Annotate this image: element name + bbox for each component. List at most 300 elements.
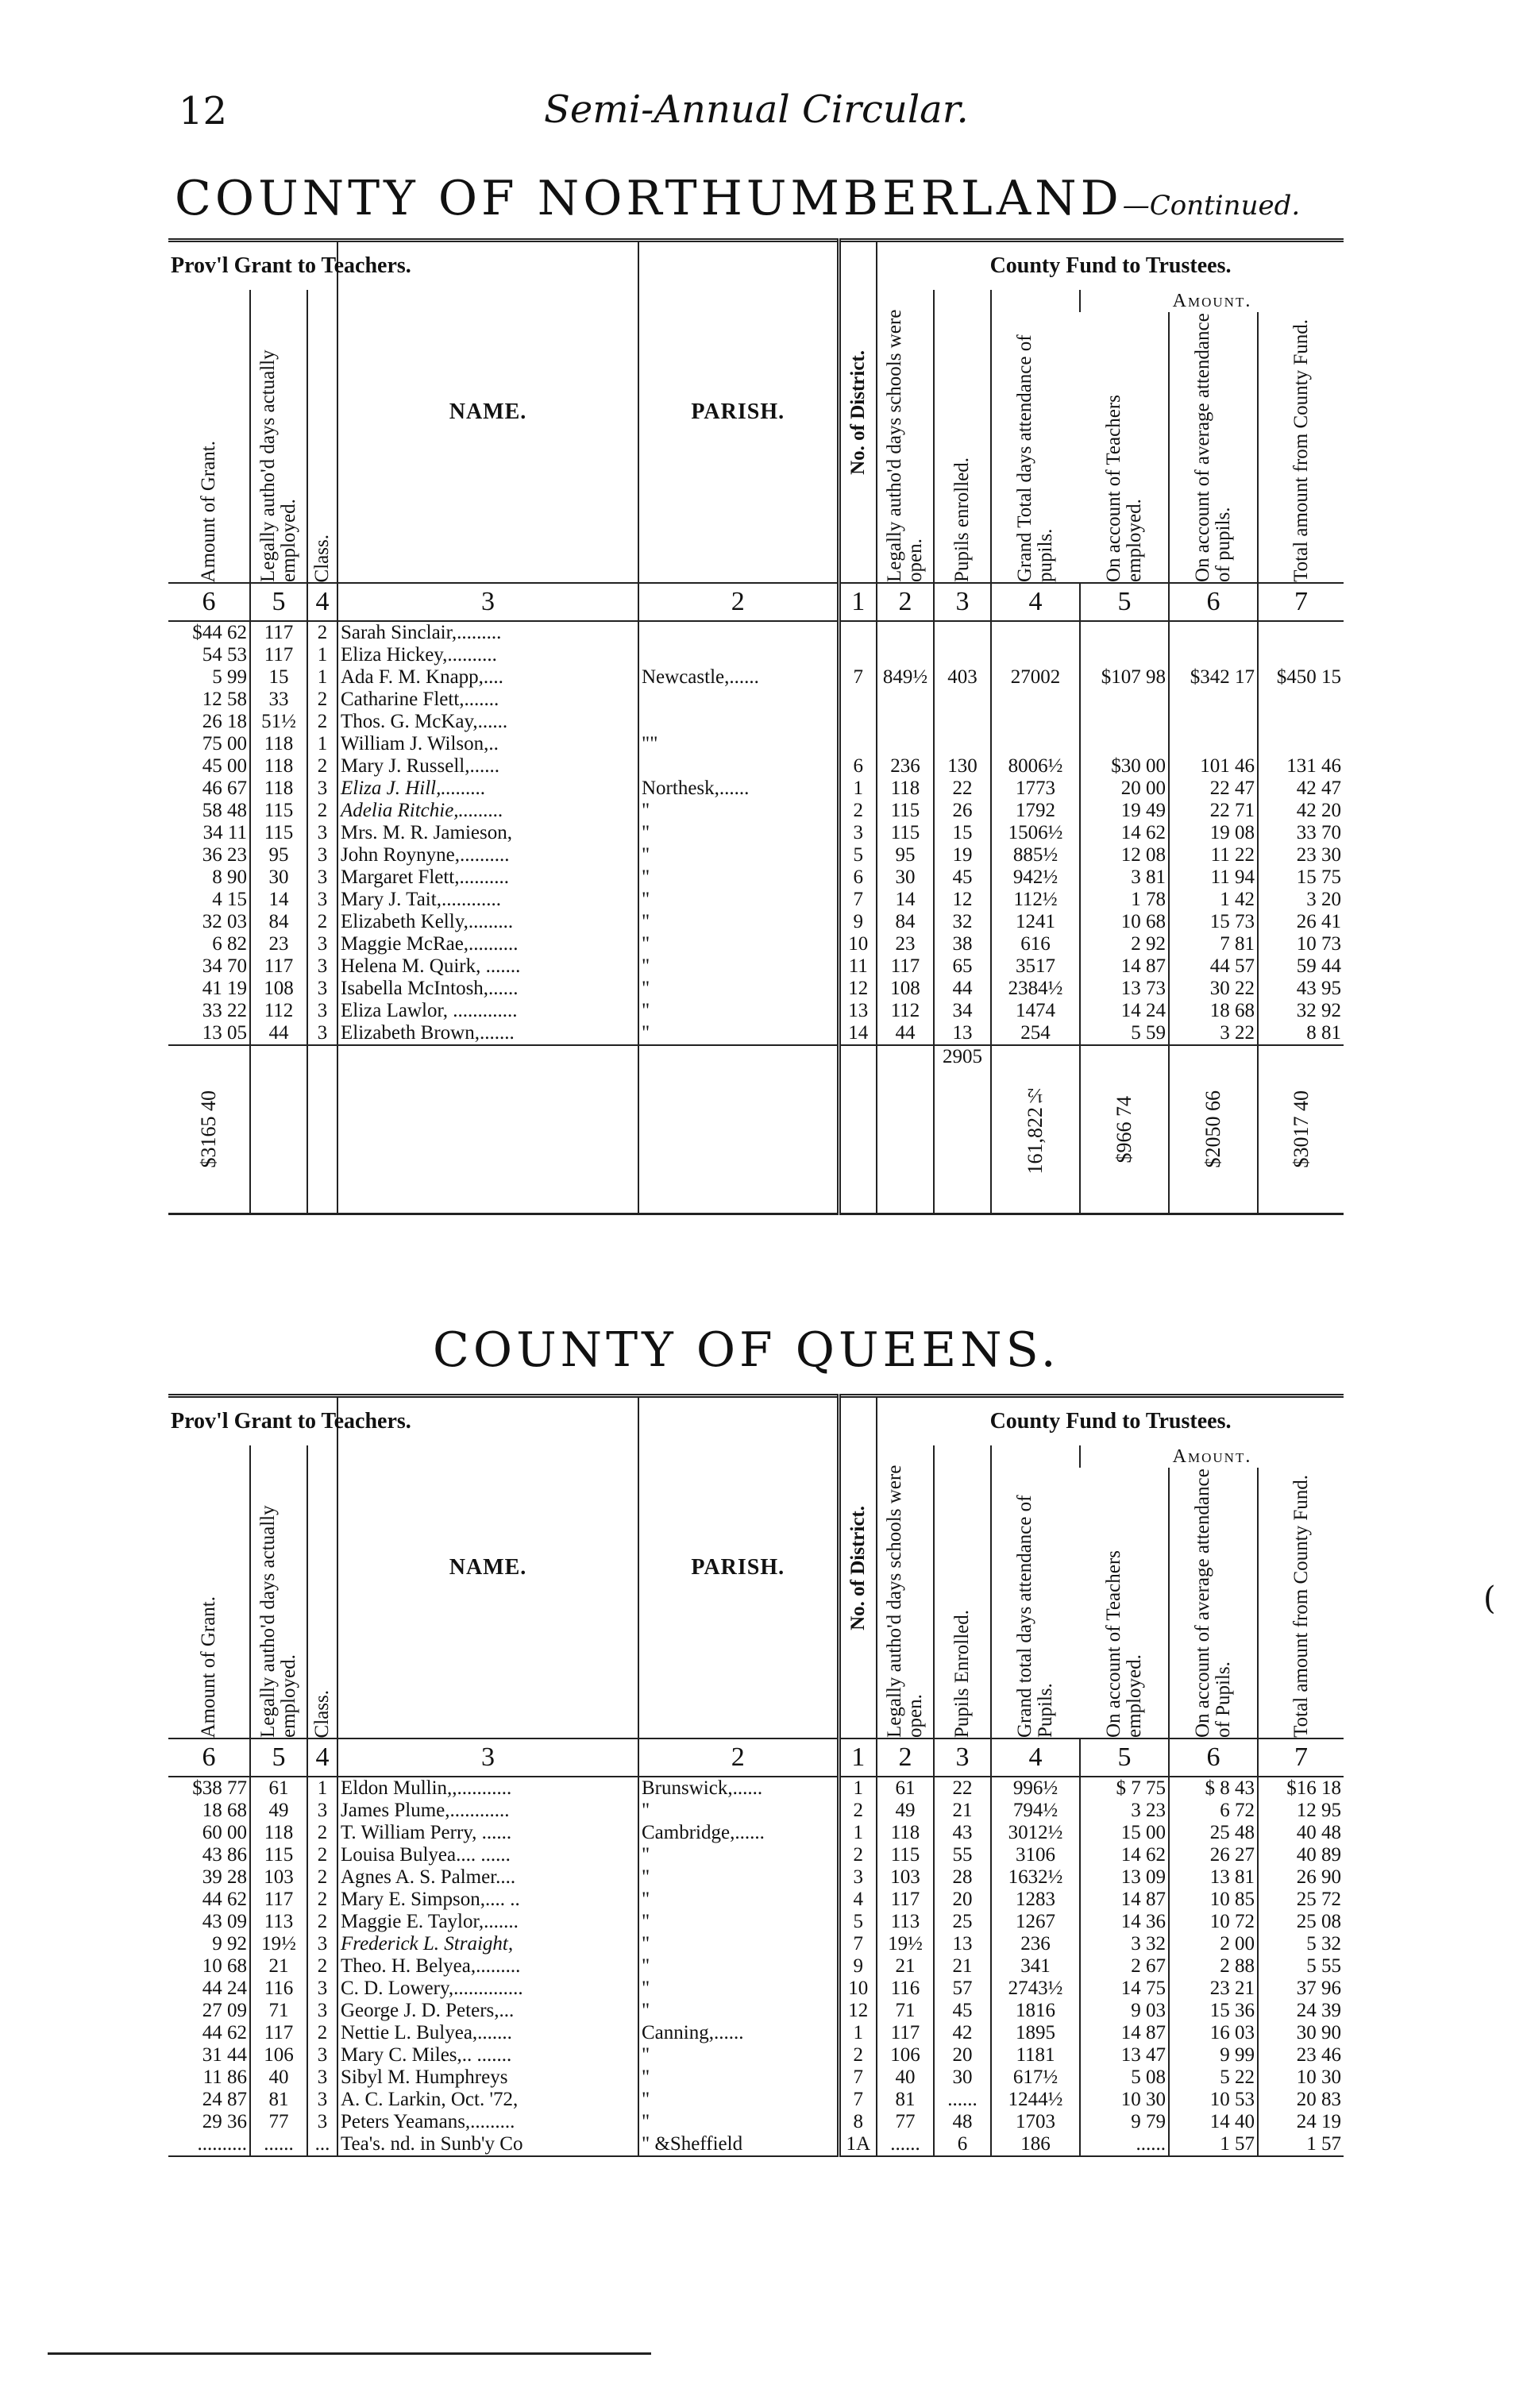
days-cell: 40	[250, 2066, 307, 2089]
name-cell: George J. D. Peters,...	[337, 2000, 638, 2022]
pupils-cell: 21	[934, 1955, 991, 1978]
column-number: 3	[934, 583, 991, 621]
total-amount-cell	[1258, 621, 1344, 644]
total-amount-cell: 42 20	[1258, 800, 1344, 822]
county-title: COUNTY OF NORTHUMBERLAND	[175, 171, 1123, 226]
table-row	[168, 822, 1344, 844]
col-days-open-label: Legally autho'd days schools were open.	[884, 309, 926, 582]
attendance-cell: 617½	[991, 2066, 1080, 2089]
attendance-cell: 254	[991, 1022, 1080, 1045]
pupils-cell: ......	[934, 2089, 991, 2111]
attendance-cell: 8006½	[991, 755, 1080, 778]
teachers-amount-cell: 14 36	[1080, 1911, 1169, 1933]
attendance-amount-cell	[1169, 644, 1258, 666]
name-cell: Nettie L. Bulyea,.......	[337, 2022, 638, 2044]
name-cell: Eldon Mullin,,...........	[337, 1777, 638, 1800]
name-cell: Mary J. Tait,............	[337, 889, 638, 911]
attendance-amount-cell: 11 94	[1169, 866, 1258, 889]
parish-cell: "	[638, 933, 839, 955]
district-cell: 6	[839, 755, 877, 778]
days-open-cell: 113	[877, 1911, 934, 1933]
days-open-cell: 84	[877, 911, 934, 933]
days-cell: 118	[250, 778, 307, 800]
parish-cell: "	[638, 1933, 839, 1955]
days-open-cell: 103	[877, 1866, 934, 1889]
pupils-cell	[934, 733, 991, 755]
attendance-cell: 1895	[991, 2022, 1080, 2044]
parish-cell: "	[638, 1911, 839, 1933]
days-cell: 117	[250, 2022, 307, 2044]
parish-cell: "	[638, 889, 839, 911]
name-cell: C. D. Lowery,..............	[337, 1978, 638, 2000]
col-class	[307, 290, 337, 583]
days-open-cell	[877, 711, 934, 733]
column-number-row	[168, 583, 1344, 621]
parish-cell: "	[638, 1800, 839, 1822]
attendance-amount-cell: 10 72	[1169, 1911, 1258, 1933]
class-cell: 3	[307, 1800, 337, 1822]
parish-cell: "	[638, 866, 839, 889]
grant-cell: 43 09	[202, 1911, 247, 1932]
table-row	[168, 955, 1344, 978]
pupils-cell	[934, 621, 991, 644]
district-cell: 12	[839, 2000, 877, 2022]
column-number: 6	[1169, 583, 1258, 621]
col-amount-grant-label: Amount of Grant.	[198, 1596, 219, 1738]
name-cell: Thos. G. McKay,......	[337, 711, 638, 733]
col-acct-teachers	[1080, 1468, 1169, 1738]
total-amount-cell: 10 30	[1258, 2066, 1344, 2089]
days-cell: 106	[250, 2044, 307, 2066]
attendance-cell: 3106	[991, 1844, 1080, 1866]
days-cell: 118	[250, 1822, 307, 1844]
days-cell: 112	[250, 1000, 307, 1022]
attendance-cell	[991, 711, 1080, 733]
days-cell: 113	[250, 1911, 307, 1933]
pupils-cell	[934, 644, 991, 666]
col-grand-total-label: Grand total days attendance of Pupils.	[1014, 1495, 1056, 1738]
total-amount-cell: 8 81	[1258, 1022, 1344, 1045]
class-cell: 2	[307, 1822, 337, 1844]
column-number: 2	[638, 583, 839, 621]
pupils-cell: 57	[934, 1978, 991, 2000]
attendance-amount-cell: $342 17	[1169, 666, 1258, 689]
name-cell: Mary C. Miles,.. .......	[337, 2044, 638, 2066]
days-cell: 30	[250, 866, 307, 889]
col-class-label: Class.	[311, 1689, 333, 1738]
col-total-amount	[1258, 1468, 1344, 1738]
days-cell: 116	[250, 1978, 307, 2000]
attendance-cell: 1703	[991, 2111, 1080, 2133]
days-open-cell: 117	[877, 2022, 934, 2044]
teachers-amount-cell: 12 08	[1080, 844, 1169, 866]
class-cell: 2	[307, 911, 337, 933]
col-class	[307, 1445, 337, 1738]
district-cell: 7	[839, 2066, 877, 2089]
continued-label: —Continued.	[1122, 190, 1301, 222]
days-open-cell	[877, 621, 934, 644]
column-number: 5	[1080, 1738, 1169, 1777]
page-number: 12	[179, 89, 228, 133]
parish-cell: "	[638, 1889, 839, 1911]
total-amount-cell: 24 19	[1258, 2111, 1344, 2133]
col-pupils	[934, 1445, 991, 1738]
parish-cell: "	[638, 2089, 839, 2111]
teachers-amount-cell: 3 23	[1080, 1800, 1169, 1822]
column-number: 2	[877, 1738, 934, 1777]
pupils-cell: 21	[934, 1800, 991, 1822]
group-amount: Amount.	[1080, 1445, 1344, 1468]
total-amount-cell: 59 44	[1258, 955, 1344, 978]
grant-cell: $44 62	[192, 622, 247, 643]
days-open-cell: 30	[877, 866, 934, 889]
attendance-cell: 996½	[991, 1777, 1080, 1800]
column-number: 2	[638, 1738, 839, 1777]
section-title-northumberland	[175, 171, 1300, 226]
attendance-cell: 1474	[991, 1000, 1080, 1022]
total-teachers-value: $966 74	[1112, 1095, 1136, 1163]
teachers-amount-cell: 14 87	[1080, 2022, 1169, 2044]
table-row	[168, 1866, 1344, 1889]
days-open-cell	[877, 644, 934, 666]
district-cell: 5	[839, 844, 877, 866]
column-number: 3	[934, 1738, 991, 1777]
total-attendance	[991, 1045, 1080, 1214]
total-amount-cell: $16 18	[1258, 1777, 1344, 1800]
parish-cell: "	[638, 2000, 839, 2022]
pupils-cell: 130	[934, 755, 991, 778]
total-amount-cell	[1258, 733, 1344, 755]
days-open-cell: 71	[877, 2000, 934, 2022]
days-cell: 117	[250, 1889, 307, 1911]
grant-cell: 29 36	[202, 2111, 247, 2132]
days-cell: 23	[250, 933, 307, 955]
col-acct-teachers-label: On account of Teachers employed.	[1102, 1550, 1145, 1738]
total-amount-cell: 5 55	[1258, 1955, 1344, 1978]
teachers-amount-cell: 14 75	[1080, 1978, 1169, 2000]
total-amount-cell: 12 95	[1258, 1800, 1344, 1822]
attendance-amount-cell: 11 22	[1169, 844, 1258, 866]
attendance-amount-cell: 44 57	[1169, 955, 1258, 978]
total-amount-cell: 37 96	[1258, 1978, 1344, 2000]
attendance-amount-cell: 13 81	[1169, 1866, 1258, 1889]
days-open-cell: 118	[877, 1822, 934, 1844]
class-cell: 3	[307, 778, 337, 800]
grant-cell: 60 00	[202, 1822, 247, 1843]
name-cell: Sibyl M. Humphreys	[337, 2066, 638, 2089]
table-row	[168, 1822, 1344, 1844]
total-amount-cell: 24 39	[1258, 2000, 1344, 2022]
name-cell: Mrs. M. R. Jamieson,	[337, 822, 638, 844]
class-cell: 3	[307, 1000, 337, 1022]
teachers-amount-cell	[1080, 644, 1169, 666]
col-days-employed	[250, 290, 307, 583]
class-cell: 2	[307, 1844, 337, 1866]
attendance-amount-cell: 5 22	[1169, 2066, 1258, 2089]
pupils-cell: 45	[934, 866, 991, 889]
teachers-amount-cell	[1080, 621, 1169, 644]
attendance-cell: 1506½	[991, 822, 1080, 844]
col-acct-attendance	[1169, 312, 1258, 583]
parish-cell	[638, 689, 839, 711]
total-amount-cell: 5 32	[1258, 1933, 1344, 1955]
parish-cell: "	[638, 822, 839, 844]
days-open-cell: 23	[877, 933, 934, 955]
name-cell: Adelia Ritchie,.........	[337, 800, 638, 822]
total-amount-cell: 3 20	[1258, 889, 1344, 911]
attendance-amount-cell: 16 03	[1169, 2022, 1258, 2044]
group-prov-grant: Prov'l Grant to Teachers.	[171, 253, 411, 278]
class-cell: 2	[307, 800, 337, 822]
class-cell: 2	[307, 711, 337, 733]
margin-bracket-mark: (	[1483, 1580, 1496, 1617]
teachers-amount-cell: 14 62	[1080, 822, 1169, 844]
attendance-cell: 885½	[991, 844, 1080, 866]
grant-cell: 33 22	[202, 1000, 247, 1021]
table-row	[168, 978, 1344, 1000]
name-cell: William J. Wilson,..	[337, 733, 638, 755]
total-amount-cell: 10 73	[1258, 933, 1344, 955]
grant-cell: 9 92	[212, 1933, 247, 1955]
teachers-amount-cell: 19 49	[1080, 800, 1169, 822]
attendance-cell: 1773	[991, 778, 1080, 800]
grant-cell: ..........	[168, 2133, 250, 2156]
attendance-amount-cell: 3 22	[1169, 1022, 1258, 1045]
col-district-label: No. of District.	[846, 349, 869, 475]
teachers-amount-cell: $ 7 75	[1080, 1777, 1169, 1800]
pupils-cell: 34	[934, 1000, 991, 1022]
attendance-amount-cell: 15 73	[1169, 911, 1258, 933]
days-cell: 84	[250, 911, 307, 933]
table-row	[168, 1911, 1344, 1933]
pupils-cell: 19	[934, 844, 991, 866]
district-cell: 3	[839, 1866, 877, 1889]
grant-cell: 26 18	[202, 711, 247, 732]
name-cell: Mary E. Simpson,.... ..	[337, 1889, 638, 1911]
name-cell: Helena M. Quirk, .......	[337, 955, 638, 978]
total-amount-cell: 20 83	[1258, 2089, 1344, 2111]
total-amount-cell	[1258, 711, 1344, 733]
pupils-cell: 32	[934, 911, 991, 933]
days-cell: 77	[250, 2111, 307, 2133]
pupils-cell: 44	[934, 978, 991, 1000]
grant-cell: 54 53	[202, 644, 247, 666]
column-number: 1	[839, 583, 877, 621]
column-number: 6	[168, 583, 250, 621]
column-number: 7	[1258, 583, 1344, 621]
class-cell: 3	[307, 2111, 337, 2133]
attendance-amount-cell: 2 88	[1169, 1955, 1258, 1978]
total-amount-cell: $450 15	[1258, 666, 1344, 689]
attendance-cell: 1632½	[991, 1866, 1080, 1889]
col-acct-teachers	[1080, 312, 1169, 583]
col-pupils	[934, 290, 991, 583]
class-cell: 1	[307, 644, 337, 666]
class-cell: 3	[307, 2089, 337, 2111]
class-cell: 1	[307, 666, 337, 689]
attendance-amount-cell: 101 46	[1169, 755, 1258, 778]
days-cell: 108	[250, 978, 307, 1000]
total-amount-value: $3017 40	[1289, 1090, 1313, 1168]
class-cell: 2	[307, 1866, 337, 1889]
table-row	[168, 800, 1344, 822]
days-open-cell: 115	[877, 800, 934, 822]
district-cell: 10	[839, 1978, 877, 2000]
parish-cell: Northesk,......	[638, 778, 839, 800]
attendance-amount-cell: 6 72	[1169, 1800, 1258, 1822]
district-cell: 2	[839, 1800, 877, 1822]
col-amount-grant	[168, 1445, 250, 1738]
attendance-cell: 2384½	[991, 978, 1080, 1000]
teachers-amount-cell: 14 62	[1080, 1844, 1169, 1866]
class-cell: 1	[307, 733, 337, 755]
attendance-amount-cell: 19 08	[1169, 822, 1258, 844]
name-cell: Peters Yeamans,.........	[337, 2111, 638, 2133]
attendance-cell: 3517	[991, 955, 1080, 978]
days-cell: 118	[250, 755, 307, 778]
attendance-cell	[991, 621, 1080, 644]
teachers-amount-cell: 10 30	[1080, 2089, 1169, 2111]
table-row	[168, 755, 1344, 778]
grant-cell: 45 00	[202, 755, 247, 777]
district-cell: 1A	[839, 2133, 877, 2156]
days-open-cell: ......	[877, 2133, 934, 2156]
pupils-cell	[934, 711, 991, 733]
total-amount-cell: 40 48	[1258, 1822, 1344, 1844]
table-row	[168, 2111, 1344, 2133]
attendance-cell: 1267	[991, 1911, 1080, 1933]
class-cell: 3	[307, 1978, 337, 2000]
days-cell: 19½	[250, 1933, 307, 1955]
column-number: 6	[1169, 1738, 1258, 1777]
name-cell: Louisa Bulyea.... ......	[337, 1844, 638, 1866]
total-amount-cell: 1 57	[1258, 2133, 1344, 2156]
district-cell	[839, 644, 877, 666]
col-days-open	[877, 1445, 934, 1738]
class-cell: 3	[307, 866, 337, 889]
col-name: NAME.	[337, 241, 638, 584]
district-cell: 1	[839, 778, 877, 800]
days-open-cell: 112	[877, 1000, 934, 1022]
days-cell: 51½	[250, 711, 307, 733]
class-cell: 3	[307, 933, 337, 955]
class-cell: ...	[307, 2133, 337, 2156]
column-number: 6	[168, 1738, 250, 1777]
district-cell	[839, 621, 877, 644]
days-open-cell: 849½	[877, 666, 934, 689]
class-cell: 3	[307, 822, 337, 844]
days-cell: 14	[250, 889, 307, 911]
col-total-amount-label: Total amount from County Fund.	[1290, 319, 1312, 582]
total-amount-cell	[1258, 644, 1344, 666]
grant-cell: 8 90	[212, 866, 247, 888]
total-amount-cell: 23 46	[1258, 2044, 1344, 2066]
table-row	[168, 733, 1344, 755]
grant-cell: 44 62	[202, 2022, 247, 2043]
pupils-cell	[934, 689, 991, 711]
grant-cell: 44 62	[202, 1889, 247, 1910]
grant-cell: 4 15	[212, 889, 247, 910]
pupils-cell: 25	[934, 1911, 991, 1933]
parish-cell: Canning,......	[638, 2022, 839, 2044]
col-amount-grant	[168, 290, 250, 583]
name-cell: Frederick L. Straight,	[337, 1933, 638, 1955]
group-county-fund: County Fund to Trustees.	[877, 241, 1344, 291]
column-number: 5	[250, 583, 307, 621]
name-cell: Eliza Lawlor, .............	[337, 1000, 638, 1022]
col-acct-attendance-label: On account of average attendance of Pupils.	[1192, 1468, 1234, 1738]
total-grant-value: $3165 40	[197, 1090, 220, 1168]
grant-cell: 5 99	[212, 666, 247, 688]
attendance-cell: 27002	[991, 666, 1080, 689]
name-cell: Maggie E. Taylor,.......	[337, 1911, 638, 1933]
column-number: 1	[839, 1738, 877, 1777]
total-amount-cell: 42 47	[1258, 778, 1344, 800]
district-cell: 12	[839, 978, 877, 1000]
total-amount-cell: 26 90	[1258, 1866, 1344, 1889]
days-open-cell: 236	[877, 755, 934, 778]
days-open-cell	[877, 689, 934, 711]
name-cell: Agnes A. S. Palmer....	[337, 1866, 638, 1889]
attendance-cell: 3012½	[991, 1822, 1080, 1844]
district-cell: 10	[839, 933, 877, 955]
grant-cell: 46 67	[202, 778, 247, 799]
parish-cell: ""	[638, 733, 839, 755]
attendance-amount-cell: 18 68	[1169, 1000, 1258, 1022]
col-days-open-label: Legally autho'd days schools were open.	[884, 1464, 926, 1738]
attendance-amount-cell: $ 8 43	[1169, 1777, 1258, 1800]
teachers-amount-cell: 14 24	[1080, 1000, 1169, 1022]
table-row	[168, 644, 1344, 666]
attendance-cell: 942½	[991, 866, 1080, 889]
name-cell: Isabella McIntosh,......	[337, 978, 638, 1000]
district-cell: 7	[839, 2089, 877, 2111]
teachers-amount-cell: 3 32	[1080, 1933, 1169, 1955]
days-cell: 44	[250, 1022, 307, 1045]
total-amount-cell: 25 72	[1258, 1889, 1344, 1911]
group-amount: Amount.	[1080, 290, 1344, 312]
parish-cell: "	[638, 1955, 839, 1978]
grant-cell: 75 00	[202, 733, 247, 754]
class-cell: 2	[307, 689, 337, 711]
days-open-cell: 21	[877, 1955, 934, 1978]
name-cell: T. William Perry, ......	[337, 1822, 638, 1844]
pupils-cell: 403	[934, 666, 991, 689]
attendance-amount-cell: 1 42	[1169, 889, 1258, 911]
teachers-amount-cell: 5 08	[1080, 2066, 1169, 2089]
days-cell: 33	[250, 689, 307, 711]
grant-cell: 18 68	[202, 1800, 247, 1821]
data-table	[168, 238, 1344, 1215]
attendance-cell: 794½	[991, 1800, 1080, 1822]
teachers-amount-cell: 10 68	[1080, 911, 1169, 933]
pupils-cell: 12	[934, 889, 991, 911]
name-cell: Margaret Flett,..........	[337, 866, 638, 889]
class-cell: 2	[307, 1911, 337, 1933]
grant-cell: 24 87	[202, 2089, 247, 2110]
teachers-amount-cell: 3 81	[1080, 866, 1169, 889]
parish-cell	[638, 621, 839, 644]
district-cell: 1	[839, 1777, 877, 1800]
grant-cell: 11 86	[202, 2066, 247, 2088]
district-cell	[839, 689, 877, 711]
days-open-cell: 14	[877, 889, 934, 911]
pupils-cell: 26	[934, 800, 991, 822]
table-row	[168, 1955, 1344, 1978]
class-cell: 3	[307, 2000, 337, 2022]
grant-cell: 13 05	[168, 1022, 250, 1045]
days-open-cell: 106	[877, 2044, 934, 2066]
